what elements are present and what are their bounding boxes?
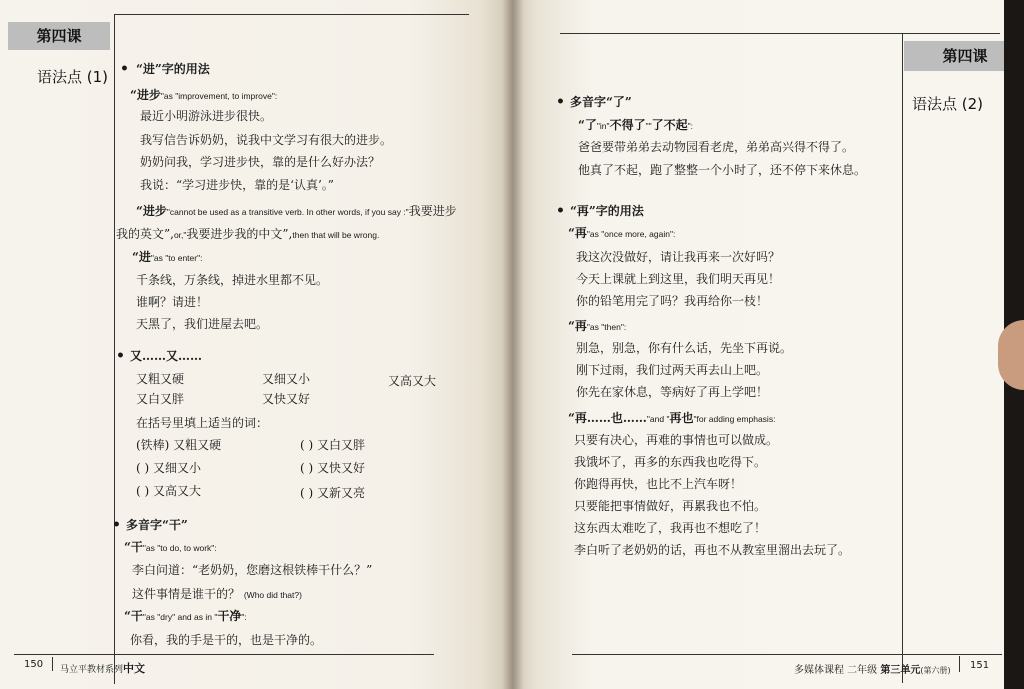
usage-jinbu: “进步"as "improvement, to improve":	[130, 88, 278, 102]
example-line: 你看，我的手是干的，也是干净的。	[130, 633, 323, 647]
footer-rule-left	[14, 654, 434, 655]
usage-jin: “进"as "to enter":	[132, 250, 203, 264]
example-line: 我说：“学习进步快，靠的是‘认真’。”	[140, 178, 334, 192]
lesson-tab-right: 第四课	[904, 41, 1004, 71]
heading-gan: 多音字“干”	[126, 518, 188, 532]
heading-jin: “进”字的用法	[136, 62, 210, 76]
word-item: 又细又小	[262, 372, 311, 386]
usage-zai-then: “再"as "then":	[568, 319, 627, 333]
footer-series: 马立平教材系列中文	[60, 662, 146, 675]
example-line: 今天上课就上到这里，我们明天再见！	[576, 272, 781, 286]
fill-item: ( ) 又白又胖	[300, 438, 365, 452]
heading-you: 又……又……	[130, 349, 203, 363]
book-spine-shadow	[502, 0, 524, 689]
example-line: 李白问道：“老奶奶，您磨这根铁棒干什么？”	[132, 563, 373, 577]
example-line: 千条线，万条线，掉进水里都不见。	[136, 273, 329, 287]
word-item: 又高又大	[388, 374, 437, 388]
example-line: 谁啊？请进！	[136, 295, 209, 309]
usage-zai-ye: “再……也……"and "再也"for adding emphasis:	[568, 411, 776, 425]
example-line: 只要能把事情做好，再累我也不怕。	[574, 499, 767, 513]
example-line: 刚下过雨，我们过两天再去山上吧。	[576, 363, 769, 377]
bullet-dot: •	[116, 348, 125, 364]
footer-divider	[52, 657, 53, 671]
section-title-left: 语法点 (1)	[37, 68, 109, 86]
word-item: 又白又胖	[136, 392, 185, 406]
example-line: 天黑了，我们进屋去吧。	[136, 317, 269, 331]
fill-item: ( ) 又新又亮	[300, 486, 365, 500]
exercise-instruction: 在括号里填上适当的词：	[136, 416, 269, 430]
footer-divider	[959, 656, 960, 672]
example-line: 李白听了老奶奶的话，再也不从教室里溜出去玩了。	[574, 543, 851, 557]
footer-course: 多媒体课程 二年级 第三单元(第六册)	[794, 665, 951, 676]
bullet-dot: •	[556, 203, 565, 219]
fill-item: ( ) 又细又小	[136, 461, 201, 475]
bullet-dot: •	[120, 61, 129, 77]
heading-le: 多音字“了”	[570, 95, 632, 109]
fill-item: ( ) 又快又好	[300, 461, 365, 475]
example-line: 我这次没做好，请让我再来一次好吗？	[576, 250, 781, 264]
example-line: 这东西太难吃了，我再也不想吃了！	[574, 521, 767, 535]
example-line: 你先在家休息，等病好了再上学吧！	[576, 385, 769, 399]
word-item: 又粗又硬	[136, 372, 185, 386]
example-line: 我写信告诉奶奶，说我中文学习有很大的进步。	[140, 133, 393, 147]
example-line: 我饿坏了，再多的东西我也吃得下。	[574, 455, 767, 469]
top-rule-right	[560, 33, 1000, 34]
example-line: 你跑得再快，也比不上汽车呀！	[574, 477, 743, 491]
top-rule-left	[114, 14, 469, 15]
example-line: 他真了不起，跑了整整一个小时了，还不停下来休息。	[578, 163, 867, 177]
usage-zai-again: “再"as "once more, again":	[568, 226, 676, 240]
usage-note-cont: 我的英文”,or,"我要进步我的中文”,then that will be wrong.	[116, 227, 380, 241]
example-line: 你的铅笔用完了吗？我再给你一枝！	[576, 294, 769, 308]
example-line: 奶奶问我，学习进步快，靠的是什么好办法？	[140, 155, 381, 169]
usage-gan: “干"as "to do, to work":	[124, 540, 217, 554]
margin-rule-right	[902, 33, 903, 683]
bullet-dot: •	[112, 517, 121, 533]
example-line: 别急，别急，你有什么话，先坐下再说。	[576, 341, 793, 355]
usage-le: “了"in"不得了""了不起":	[578, 118, 694, 132]
right-page	[512, 0, 1004, 689]
example-line: 只要有决心，再难的事情也可以做成。	[574, 433, 779, 447]
page-number-right: 151	[970, 660, 990, 671]
example-line: 最近小明游泳进步很快。	[140, 109, 273, 123]
fill-item: (铁棒) 又粗又硬	[136, 438, 222, 452]
usage-note: “进步"cannot be used as a transitive verb. In other words, if you say :"我要进步	[136, 204, 457, 218]
section-title-right: 语法点 (2)	[912, 95, 984, 113]
bullet-dot: •	[556, 94, 565, 110]
usage-gan-dry: “干"as "dry" and as in "干净":	[124, 609, 247, 623]
fill-item: ( ) 又高又大	[136, 484, 201, 498]
lesson-tab-left: 第四课	[8, 22, 110, 50]
example-line: 爸爸要带弟弟去动物园看老虎，弟弟高兴得不得了。	[578, 140, 855, 154]
footer-rule-right	[572, 654, 1002, 655]
word-item: 又快又好	[262, 392, 311, 406]
margin-rule-left	[114, 14, 115, 684]
heading-zai: “再”字的用法	[570, 204, 644, 218]
example-line: 这件事情是谁干的？ (Who did that?)	[132, 587, 302, 601]
page-number-left: 150	[24, 659, 44, 670]
